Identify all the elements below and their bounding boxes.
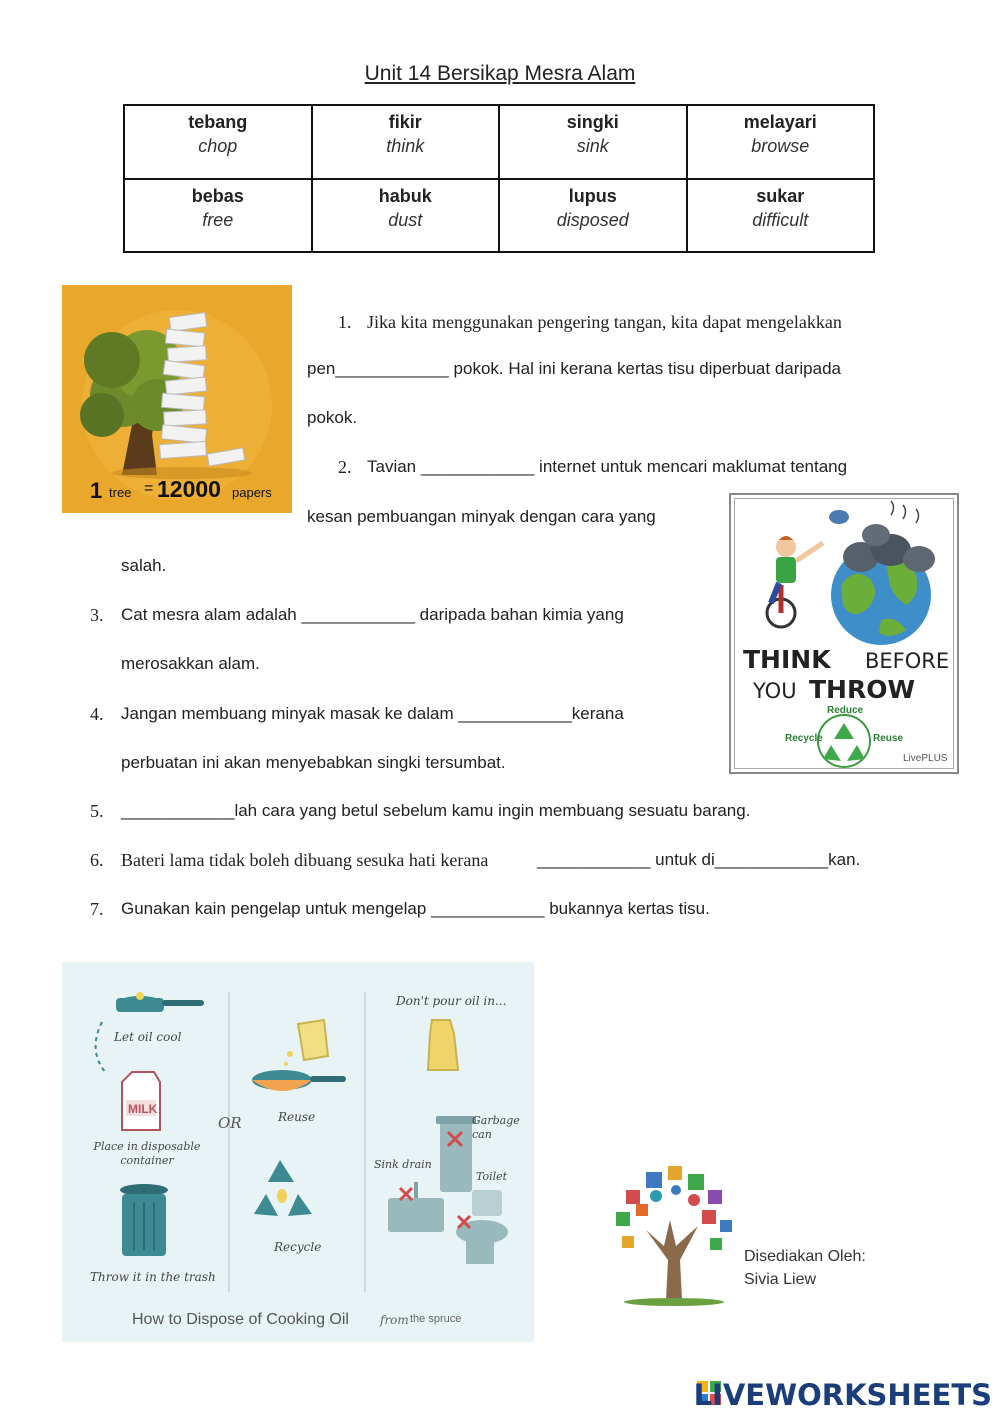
vocab-cell — [312, 105, 500, 179]
question-3-line2: merosakkan alam. — [121, 654, 260, 673]
reuse-label: Reuse — [278, 1110, 316, 1124]
question-3-number: 3. — [90, 605, 104, 625]
poster-throw: THROW — [809, 675, 916, 704]
question-4-number: 4. — [90, 704, 104, 724]
poster-brand: LivePLUS — [903, 753, 948, 764]
question-1-line2: pen____________ pokok. Hal ini kerana kertas tisu diperbuat daripada — [307, 359, 841, 378]
question-2-line1: Tavian ____________ internet untuk mencari maklumat tentang — [367, 457, 848, 476]
poster-recycle: Recycle — [785, 733, 823, 744]
question-4-line2: perbuatan ini akan menyebabkan singki tersumbat. — [121, 753, 506, 772]
vocab-meaning: sink — [576, 136, 609, 156]
question-3-line1: Cat mesra alam adalah ____________ daripada bahan kimia yang — [121, 605, 624, 624]
question-1-line1: Jika kita menggunakan pengering tangan, kita dapat mengelakkan — [367, 312, 842, 332]
poster-think: THINK — [743, 645, 831, 674]
liveworksheets-brand: LIVEWORKSHEETS — [693, 1378, 992, 1412]
tree-label-tree: tree — [109, 485, 132, 500]
question-1-line3: pokok. — [307, 408, 358, 427]
vocab-cell — [687, 179, 875, 253]
place-container-label: Place in disposable container — [93, 1140, 201, 1167]
vocab-word: fikir — [388, 112, 422, 132]
poster-before: BEFORE — [865, 649, 950, 673]
poster-reduce: Reduce — [827, 705, 864, 716]
infographic-from: from — [380, 1313, 409, 1327]
credit-label: Disediakan Oleh: — [744, 1248, 866, 1265]
question-2-line2: kesan pembuangan minyak dengan cara yang — [307, 507, 656, 526]
vocabulary-table — [123, 104, 875, 253]
throw-trash-label: Throw it in the trash — [90, 1270, 216, 1284]
tree-label-number: 12000 — [157, 476, 221, 502]
tree-label-equals: = — [144, 480, 154, 497]
question-2-number: 2. — [338, 457, 352, 477]
question-6-line1b: ____________ untuk di____________kan. — [537, 850, 861, 869]
vocab-meaning: disposed — [556, 209, 629, 230]
vocab-word: melayari — [743, 112, 817, 132]
question-7-number: 7. — [90, 899, 104, 919]
vocab-cell — [499, 179, 687, 253]
vocab-meaning: browse — [751, 136, 810, 156]
question-5-line1: ____________lah cara yang betul sebelum kamu ingin membuang sesuatu barang. — [121, 801, 751, 820]
vocab-cell — [124, 105, 312, 179]
earth-trash-icon — [731, 495, 957, 645]
vocab-word: habuk — [378, 185, 432, 206]
toilet-label: Toilet — [476, 1170, 508, 1183]
question-5-number: 5. — [90, 801, 104, 821]
vocab-cell — [124, 179, 312, 253]
tree-papers-image — [62, 285, 292, 513]
infographic-spruce-logo: the spruce — [410, 1313, 462, 1325]
milk-label: MILK — [128, 1102, 158, 1116]
page-title: Unit 14 Bersikap Mesra Alam — [364, 62, 636, 85]
vocab-word: bebas — [191, 185, 244, 206]
cooking-oil-infographic — [62, 962, 534, 1342]
vocab-word: tebang — [188, 112, 248, 132]
vocab-word: lupus — [568, 185, 617, 206]
infographic-footer-title: How to Dispose of Cooking Oil — [132, 1311, 349, 1328]
tree-label-papers: papers — [232, 485, 272, 500]
vocab-meaning: chop — [198, 136, 238, 156]
tree-label-one: 1 — [90, 478, 103, 503]
vocab-cell — [499, 105, 687, 179]
vocab-word: sukar — [756, 185, 805, 206]
vocab-cell — [312, 179, 500, 253]
vocab-meaning: think — [386, 136, 425, 156]
question-6-line1a: Bateri lama tidak boleh dibuang sesuka hati kerana — [121, 850, 489, 870]
question-2-line3: salah. — [121, 556, 167, 575]
question-6-number: 6. — [90, 850, 104, 870]
alphabet-tree-icon — [606, 1160, 742, 1306]
think-before-throw-poster — [729, 493, 959, 774]
question-4-line1: Jangan membuang minyak masak ke dalam ____________kerana — [121, 704, 624, 723]
or-label: OR — [218, 1114, 242, 1132]
vocab-meaning: dust — [388, 209, 423, 230]
vocab-meaning: free — [202, 209, 234, 230]
question-7-line1: Gunakan kain pengelap untuk mengelap ____________ bukannya kertas tisu. — [121, 899, 710, 918]
credit-name: Sivia Liew — [744, 1271, 817, 1288]
question-1-number: 1. — [338, 312, 352, 332]
let-oil-cool-label: Let oil cool — [114, 1030, 182, 1044]
garbage-can-label: Garbage can — [472, 1114, 520, 1141]
sink-drain-label: Sink drain — [374, 1158, 432, 1171]
table-row — [124, 105, 874, 179]
recycle-label: Recycle — [274, 1240, 322, 1254]
poster-reuse: Reuse — [873, 733, 904, 744]
vocab-cell — [687, 105, 875, 179]
dont-pour-label: Don't pour oil in... — [396, 994, 507, 1008]
poster-you: YOU — [753, 679, 797, 703]
vocab-word: singki — [566, 112, 619, 132]
vocab-meaning: difficult — [752, 209, 809, 230]
table-row — [124, 179, 874, 253]
